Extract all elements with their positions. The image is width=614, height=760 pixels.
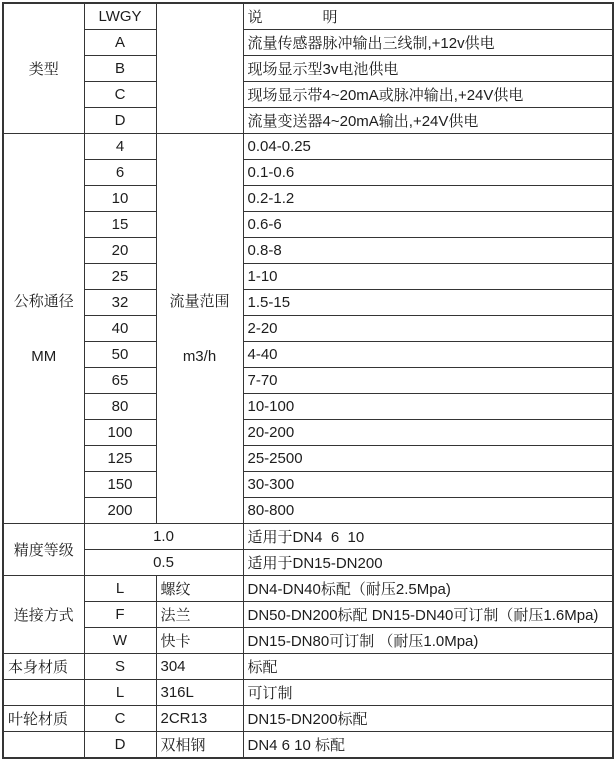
table-row <box>3 3 613 30</box>
table-row <box>3 472 613 498</box>
connection-section-label: 连接方式 <box>3 576 84 654</box>
flow-range-cell: 7-70 <box>243 368 613 394</box>
table-row <box>3 342 613 368</box>
body-material-desc-cell: 标配 <box>243 654 613 680</box>
table-row <box>3 550 613 576</box>
flow-range-cell: 10-100 <box>243 394 613 420</box>
body-material-name-cell: 316L <box>156 680 243 706</box>
flow-range-label-line2: m3/h <box>182 347 217 365</box>
impeller-material-section-label: 叶轮材质 <box>3 706 84 732</box>
dn-cell: 10 <box>84 186 156 212</box>
flow-range-cell: 20-200 <box>243 420 613 446</box>
table-row <box>3 524 613 550</box>
table-row <box>3 290 613 316</box>
table-row <box>3 316 613 342</box>
flow-range-cell: 25-2500 <box>243 446 613 472</box>
dn-cell: 32 <box>84 290 156 316</box>
impeller-material-code-cell: C <box>84 706 156 732</box>
table-row <box>3 368 613 394</box>
flow-range-cell: 2-20 <box>243 316 613 342</box>
table-row <box>3 420 613 446</box>
table-row <box>3 186 613 212</box>
connection-code-cell: F <box>84 602 156 628</box>
empty-label-cell <box>3 680 84 706</box>
dn-cell: 150 <box>84 472 156 498</box>
dn-cell: 50 <box>84 342 156 368</box>
diameter-section-label <box>3 134 84 524</box>
flow-range-cell: 0.6-6 <box>243 212 613 238</box>
empty-label-cell <box>3 732 84 759</box>
table-row <box>3 628 613 654</box>
connection-code-cell: W <box>84 628 156 654</box>
body-material-section-label: 本身材质 <box>3 654 84 680</box>
type-code-cell: C <box>84 82 156 108</box>
accuracy-value-cell: 0.5 <box>84 550 243 576</box>
body-material-name-cell: 304 <box>156 654 243 680</box>
flow-range-section-label <box>156 134 243 524</box>
desc-header-cell: 说 明 <box>243 3 613 30</box>
table-row <box>3 30 613 56</box>
dn-cell: 80 <box>84 394 156 420</box>
flow-range-cell: 30-300 <box>243 472 613 498</box>
accuracy-section-label: 精度等级 <box>3 524 84 576</box>
table-row <box>3 160 613 186</box>
type-section-label: 类型 <box>3 3 84 134</box>
accuracy-desc-cell: 适用于DN4 6 10 <box>243 524 613 550</box>
dn-cell: 40 <box>84 316 156 342</box>
connection-desc-cell: DN15-DN80可订制 （耐压1.0Mpa) <box>243 628 613 654</box>
table-row <box>3 576 613 602</box>
body-material-desc-cell: 可订制 <box>243 680 613 706</box>
dn-cell: 100 <box>84 420 156 446</box>
type-desc-cell: 现场显示带4~20mA或脉冲输出,+24V供电 <box>243 82 613 108</box>
impeller-material-code-cell: D <box>84 732 156 759</box>
accuracy-desc-cell: 适用于DN15-DN200 <box>243 550 613 576</box>
connection-desc-cell: DN4-DN40标配（耐压2.5Mpa) <box>243 576 613 602</box>
flow-range-cell: 0.8-8 <box>243 238 613 264</box>
type-code-cell: A <box>84 30 156 56</box>
impeller-material-desc-cell: DN15-DN200标配 <box>243 706 613 732</box>
table-row <box>3 108 613 134</box>
connection-name-cell: 快卡 <box>156 628 243 654</box>
flow-range-cell: 1-10 <box>243 264 613 290</box>
table-row <box>3 238 613 264</box>
table-row <box>3 732 613 759</box>
table-row <box>3 394 613 420</box>
table-row <box>3 680 613 706</box>
table-row <box>3 498 613 524</box>
connection-name-cell: 法兰 <box>156 602 243 628</box>
flow-range-cell: 0.04-0.25 <box>243 134 613 160</box>
connection-code-cell: L <box>84 576 156 602</box>
impeller-material-name-cell: 2CR13 <box>156 706 243 732</box>
table-row <box>3 654 613 680</box>
dn-cell: 6 <box>84 160 156 186</box>
body-material-code-cell: S <box>84 654 156 680</box>
body-material-code-cell: L <box>84 680 156 706</box>
diameter-label-line1: 公称通径 <box>13 292 74 310</box>
table-row <box>3 706 613 732</box>
type-section-empty-cell <box>156 3 243 134</box>
flow-range-cell: 0.1-0.6 <box>243 160 613 186</box>
type-desc-cell: 流量传感器脉冲输出三线制,+12v供电 <box>243 30 613 56</box>
diameter-label-line2: MM <box>31 347 57 365</box>
type-code-cell: B <box>84 56 156 82</box>
flow-range-cell: 80-800 <box>243 498 613 524</box>
flowmeter-spec-table <box>2 2 614 759</box>
table-row <box>3 82 613 108</box>
table-row <box>3 134 613 160</box>
type-code-cell: D <box>84 108 156 134</box>
type-desc-cell: 流量变送器4~20mA输出,+24V供电 <box>243 108 613 134</box>
flow-range-cell: 4-40 <box>243 342 613 368</box>
dn-cell: 25 <box>84 264 156 290</box>
flow-range-cell: 1.5-15 <box>243 290 613 316</box>
dn-cell: 200 <box>84 498 156 524</box>
accuracy-value-cell: 1.0 <box>84 524 243 550</box>
table-row <box>3 56 613 82</box>
type-desc-cell: 现场显示型3v电池供电 <box>243 56 613 82</box>
table-row <box>3 212 613 238</box>
dn-cell: 15 <box>84 212 156 238</box>
table-row <box>3 602 613 628</box>
impeller-material-desc-cell: DN4 6 10 标配 <box>243 732 613 759</box>
table-row <box>3 446 613 472</box>
table-row <box>3 264 613 290</box>
flow-range-cell: 0.2-1.2 <box>243 186 613 212</box>
flow-range-label-line1: 流量范围 <box>169 292 230 310</box>
dn-cell: 65 <box>84 368 156 394</box>
impeller-material-name-cell: 双相钢 <box>156 732 243 759</box>
model-header-cell: LWGY <box>84 3 156 30</box>
connection-name-cell: 螺纹 <box>156 576 243 602</box>
dn-cell: 4 <box>84 134 156 160</box>
dn-cell: 20 <box>84 238 156 264</box>
dn-cell: 125 <box>84 446 156 472</box>
connection-desc-cell: DN50-DN200标配 DN15-DN40可订制（耐压1.6Mpa) <box>243 602 613 628</box>
